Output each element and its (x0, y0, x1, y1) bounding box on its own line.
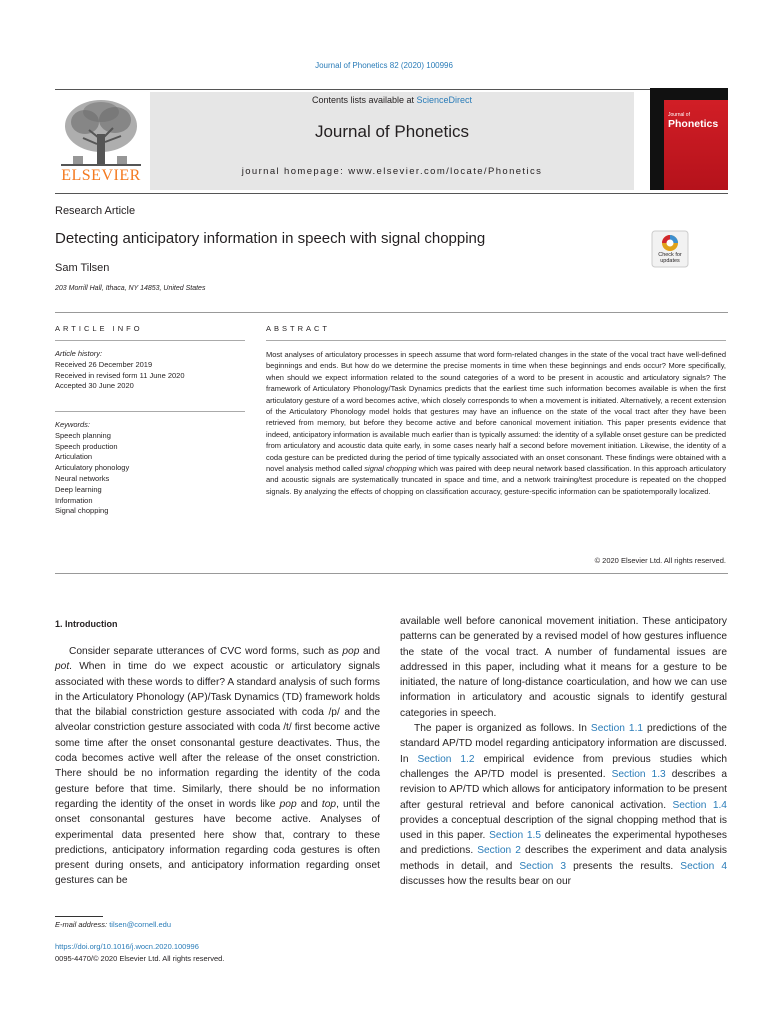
keyword-item: Neural networks (55, 473, 110, 483)
journal-homepage[interactable]: journal homepage: www.elsevier.com/locate/Phonetics (241, 166, 543, 177)
elsevier-wordmark[interactable]: ELSEVIER (61, 167, 141, 184)
journal-title: Journal of Phonetics (314, 122, 470, 141)
text-run: . When in time do we expect acoustic or articulatory signals associated with these words to differ? A standard analysis of such forms in the Articulatory Phonology (AP)/Task Dynamics (TD) framework holds that the bilabial constriction gesture associated with coda /p/ and the alveolar constriction gesture associated with coda /t/ first become active some time after the onset consonantal gesture deactivates. Thus, the coda becomes active well after the release of the onset constriction. There should be no information regarding the identity of the coda gesture before that time. Similarly, there should be no information regarding the identity of the onset in words like (55, 661, 380, 810)
cover-journal-word: Journal of (668, 112, 690, 118)
section-link[interactable]: Section 1.1 (590, 723, 644, 735)
keyword-item: Speech planning (55, 430, 111, 440)
section-link[interactable]: Section 3 (519, 860, 567, 872)
italic-word: pop (342, 646, 360, 657)
section-link[interactable]: Section 4 (680, 860, 727, 872)
abstract-copyright: © 2020 Elsevier Ltd. All rights reserved. (594, 556, 726, 565)
text-run: and (296, 798, 322, 810)
masthead-top-rule (55, 89, 728, 90)
keywords-list (55, 420, 245, 517)
author-name[interactable]: Sam Tilsen (55, 262, 110, 274)
keyword-item: Deep learning (55, 484, 102, 494)
badge-line-2: updates (660, 258, 680, 264)
abstract-heading: ABSTRACT (266, 324, 331, 333)
keyword-item: Signal chopping (55, 506, 109, 516)
sciencedirect-link[interactable]: ScienceDirect (416, 95, 473, 105)
text-run: delineates the experimental hypotheses and predictions. (400, 830, 727, 857)
italic-word: pop (279, 798, 297, 810)
text-run: presents the results. (566, 860, 681, 872)
keyword-item: Speech production (55, 441, 118, 451)
section-link[interactable]: Section 1.4 (672, 799, 727, 811)
abstract-rule (266, 340, 726, 341)
text-run: , until the onset consonantal gestures have become active. Analyses of experimental data presented here show that, contrary to these predictions, anticipatory information regarding coda gestures is often present during onsets, and anticipatory information regarding onset gestures can be (55, 798, 381, 887)
footnote-rule (55, 916, 103, 917)
history-label: Article history: (55, 349, 103, 358)
abstract-part-1: Most analyses of articulatory processes in speech assume that word form-related changes in the state of the vocal tract have well-defined beginnings and ends. But how do we determine the precise moments in time when these beginnings and ends occur? More specifically, when should we expect information related to the sound categories of a word to be present in acoustic and articulatory signals? The framework of Articulatory Phonology/Task Dynamics predicts that the earliest time such information becomes available is when the first articulatory gesture of a word becomes active, which closely corresponds to when a movement is initiated. Alternatively, a recent extension of the Articulatory Phonology model holds that gestures may have an influence on the state of the vocal tract after they have been retrieved from memory, but before they become active and before canonical movement initiation. This paper presents evidence that indeed, anticipatory information is available much earlier than is typically assumed: the identity of a syllable onset gesture can be predicted from articulatory and acoustic data quite early, in some cases nearly half a second before movement initiation. Likewise, the identity of a coda gesture can be predicted during the period of time typically associated with an onset consonant. These findings were obtained with a novel analysis method called (266, 350, 726, 474)
intro-paragraph-1 (55, 644, 380, 889)
issn-copyright: 0095-4470/© 2020 Elsevier Ltd. All rights reserved. (55, 954, 225, 963)
section-link[interactable]: Section 1.3 (611, 768, 666, 780)
contents-line (150, 95, 634, 105)
text-run: discusses how the results bear on our (400, 876, 572, 888)
body-column-right (400, 614, 727, 889)
text-run: Consider separate utterances of CVC word forms, such as (69, 646, 343, 657)
masthead-bottom-rule (55, 193, 728, 194)
section-link[interactable]: Section 1.2 (417, 753, 475, 765)
email-label: E-mail address: (55, 920, 110, 929)
history-received: Received 26 December 2019 (55, 359, 153, 369)
italic-word: pot (55, 661, 70, 673)
article-history (55, 349, 245, 392)
keyword-item: Articulation (55, 452, 93, 462)
keyword-item: Information (55, 495, 93, 505)
introduction-heading: 1. Introduction (55, 619, 118, 629)
history-accepted: Accepted 30 June 2020 (55, 381, 134, 391)
keyword-item: Articulatory phonology (55, 463, 130, 473)
keywords-label: Keywords: (55, 420, 91, 429)
check-for-updates-label (648, 252, 692, 264)
author-affiliation: 203 Morrill Hall, Ithaca, NY 14853, United States (55, 285, 206, 292)
journal-reference[interactable]: Journal of Phonetics 82 (2020) 100996 (315, 61, 453, 70)
section-link[interactable]: Section 1.5 (489, 830, 541, 842)
text-run: predictions of the standard AP/TD model regarding anticipatory information are discussed. In (400, 723, 727, 765)
email-link[interactable]: tilsen@cornell.edu (109, 920, 172, 929)
email-footnote (55, 920, 171, 929)
text-run: describes the experiment and data analysis methods in detail, and (400, 845, 727, 872)
article-title: Detecting anticipatory information in speech with signal chopping (55, 230, 486, 247)
abstract-italic-term: signal chopping (364, 464, 417, 474)
italic-word: top (321, 798, 337, 810)
article-info-heading: ARTICLE INFO (55, 324, 143, 333)
text-run: describes a revision to AP/TD which allows for anticipatory information to be present after gestural retrieval and before canonical activation. (400, 768, 727, 811)
cover-title: Phonetics (668, 118, 719, 130)
abstract-text (266, 349, 726, 497)
intro-paragraph-1-cont: available well before canonical movement initiation. These anticipatory patterns can be generated by a revised model of how gestures influence the state of the vocal tract. A number of fundamental issues are addressed in this paper, including what it means for a gesture to be initiated, the nature of long-distance coarticulation, and how we can use information in articulatory and acoustic signals to identify gestural categories in speech. (400, 616, 727, 719)
section-divider (55, 312, 728, 313)
intro-paragraph-2 (400, 721, 727, 889)
article-type: Research Article (55, 205, 136, 217)
abstract-bottom-rule (55, 573, 728, 574)
history-revised: Received in revised form 11 June 2020 (55, 370, 185, 380)
text-run: provides a conceptual description of the signal chopping method that is used in this paper. (400, 814, 727, 842)
contents-prefix: Contents lists available at (311, 95, 417, 105)
doi-link[interactable]: https://doi.org/10.1016/j.wocn.2020.100996 (55, 942, 199, 951)
history-rule (55, 411, 245, 412)
body-column-left (55, 644, 380, 889)
text-run: The paper is organized as follows. In (414, 723, 591, 735)
section-link[interactable]: Section 2 (477, 845, 521, 857)
text-run: and (359, 646, 381, 657)
text-run: empirical evidence from previous studies which challenges the AP/TD model is presented. (400, 753, 727, 780)
abstract-part-2: which was paired with deep neural network based classification. In this approach articulatory and acoustic signals are systematically truncated in space and time, and a network training/test procedure is repeated on the chopped signals. By analyzing the effects of chopping on classification accuracy, gesture-specific information can be spatiotemporally localized. (266, 464, 727, 496)
badge-line-1: Check for (658, 252, 682, 258)
article-info-rule (55, 340, 245, 341)
